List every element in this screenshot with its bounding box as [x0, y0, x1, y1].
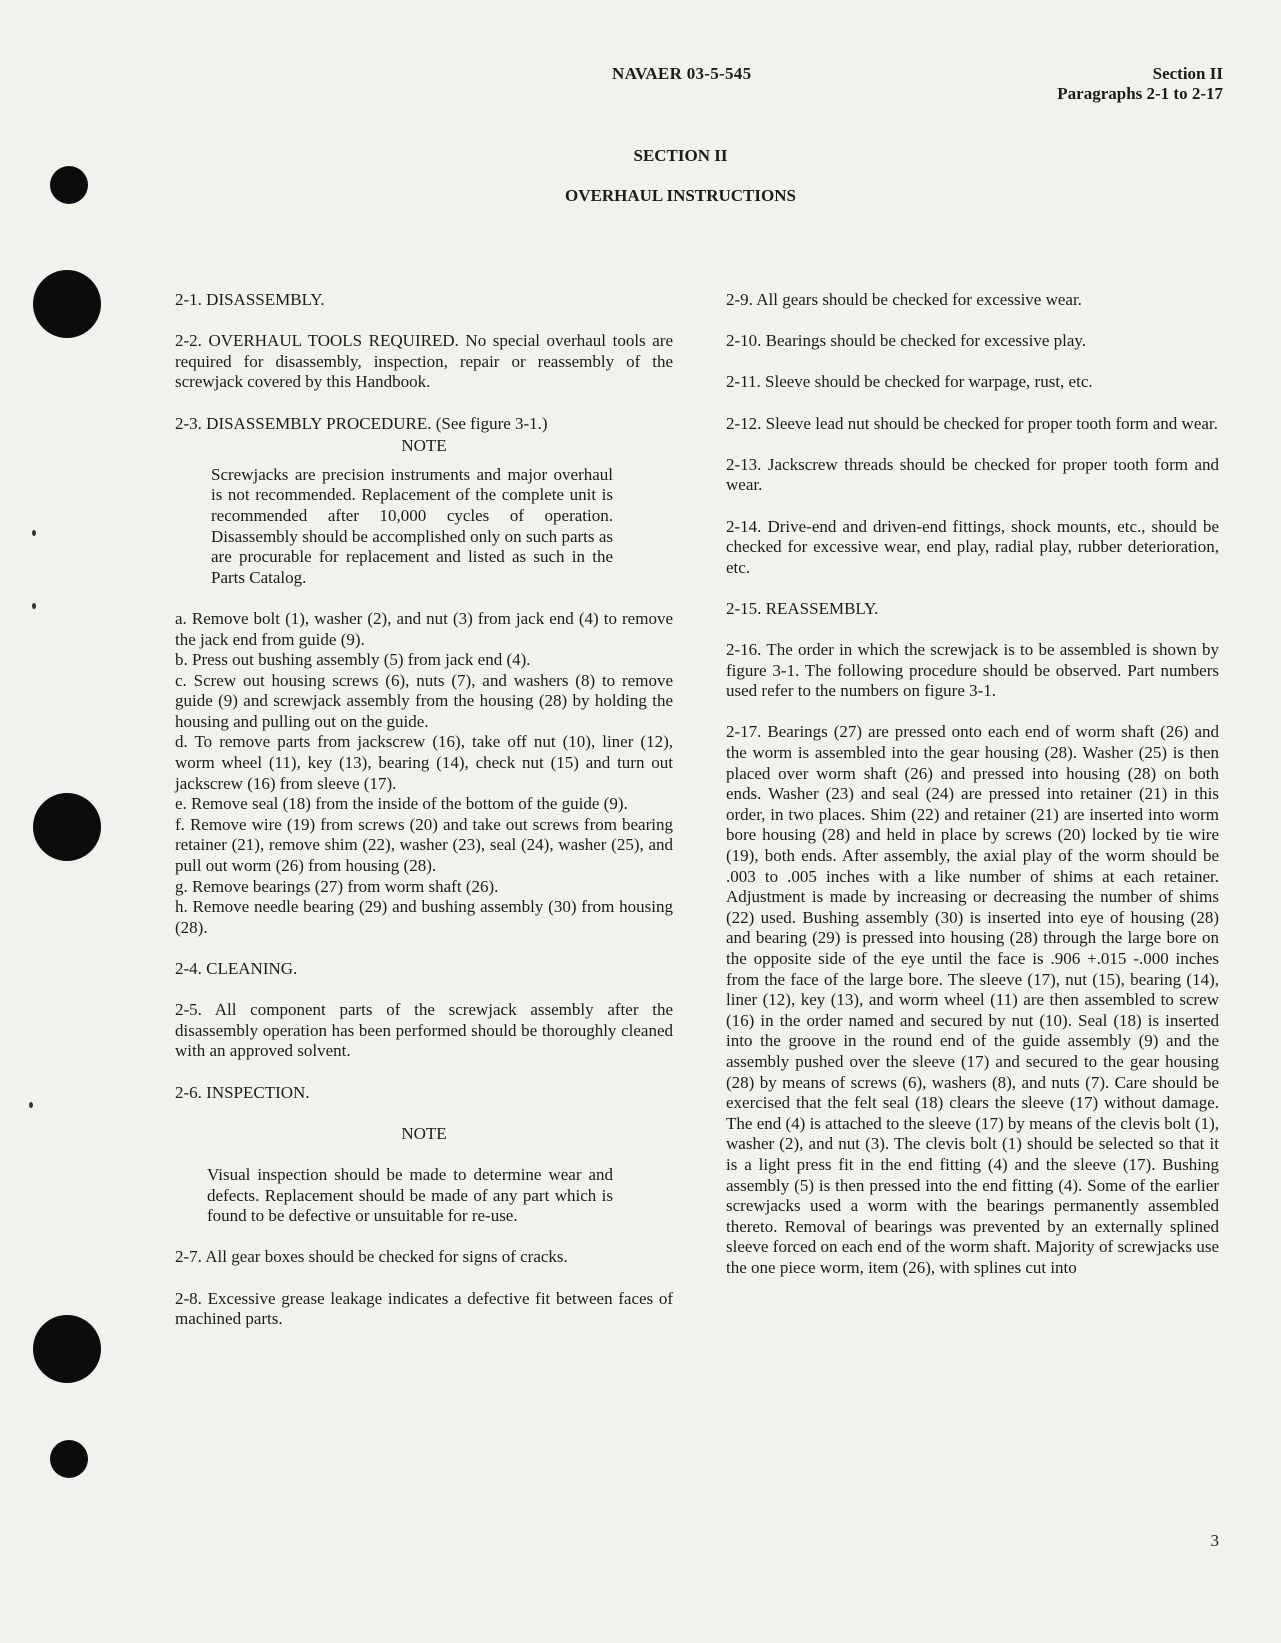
- step-b: b. Press out bushing assembly (5) from jack end (4).: [175, 650, 531, 670]
- scan-mark: [32, 603, 36, 609]
- note-title: NOTE: [401, 436, 447, 456]
- note-body: Visual inspection should be made to determine wear and defects. Replacement should be made of any part which is found to be defective or unsuitable for re-use.: [207, 1164, 613, 1226]
- heading-cleaning: 2-4. CLEANING.: [175, 959, 298, 978]
- step-g: g. Remove bearings (27) from worm shaft (26).: [175, 876, 499, 896]
- step-f: f. Remove wire (19) from screws (20) and take out screws from bearing retainer (21), remove shim (22), washer (23), seal (24), washer (25), and pull out worm (26) from housing (28).: [175, 814, 673, 876]
- paragraph-2-3: 2-3. DISASSEMBLY PROCEDURE. (See figure 3-1.): [175, 413, 548, 433]
- paragraph-2-11: 2-11. Sleeve should be checked for warpage, rust, etc.: [726, 372, 1093, 392]
- paragraph-2-12: 2-12. Sleeve lead nut should be checked for proper tooth form and wear.: [726, 413, 1218, 433]
- scan-mark: [29, 1102, 33, 1108]
- paragraph-2-16: 2-16. The order in which the screwjack is to be assembled is shown by figure 3-1. The following procedure should be observed. Part numbers used refer to the numbers on figure 3-1.: [726, 640, 1219, 701]
- binder-hole: [33, 270, 101, 338]
- paragraph-2-7: 2-7. All gear boxes should be checked for signs of cracks.: [175, 1247, 568, 1267]
- section-title: SECTION II: [633, 146, 728, 165]
- scan-mark: [32, 530, 36, 536]
- paragraph-2-10: 2-10. Bearings should be checked for excessive play.: [726, 331, 1087, 351]
- paragraph-2-9: 2-9. All gears should be checked for excessive wear.: [726, 290, 1082, 309]
- paragraph-2-14: 2-14. Drive-end and driven-end fittings, shock mounts, etc., should be checked for excessive wear, end play, radial play, rubber deterioration, etc.: [726, 516, 1219, 577]
- note-title: NOTE: [401, 1123, 447, 1143]
- paragraph-2-13: 2-13. Jackscrew threads should be checked for proper tooth form and wear.: [726, 454, 1219, 495]
- right-column: [726, 290, 1219, 1279]
- paragraph-2-5: 2-5. All component parts of the screwjack assembly after the disassembly operation has been performed should be thoroughly cleaned with an approved solvent.: [175, 1000, 673, 1061]
- binder-hole: [33, 1315, 101, 1383]
- paragraph-2-8: 2-8. Excessive grease leakage indicates a defective fit between faces of machined parts.: [175, 1288, 673, 1329]
- left-column: [175, 290, 673, 1330]
- step-d: d. To remove parts from jackscrew (16), take off nut (10), liner (12), worm wheel (11), key (13), bearing (14), check nut (15) and turn out jackscrew (16) from sleeve (17).: [175, 732, 673, 793]
- note-body: Screwjacks are precision instruments and major overhaul is not recommended. Replacement of the complete unit is recommended after 10,000 cycles of operation. Disassembly should be accomplished only on such parts as are procurable for replacement and listed as such in the Parts Catalog.: [211, 464, 613, 587]
- page-number: 3: [1210, 1531, 1219, 1550]
- section-label: Section II: [1152, 64, 1223, 83]
- step-h: h. Remove needle bearing (29) and bushing assembly (30) from housing (28).: [175, 897, 673, 937]
- binder-hole: [33, 793, 101, 861]
- heading-inspection: 2-6. INSPECTION.: [175, 1082, 310, 1102]
- paragraph-2-2: 2-2. OVERHAUL TOOLS REQUIRED. No special overhaul tools are required for disassembly, inspection, repair or reassembly of the screwjack covered by this Handbook.: [175, 331, 673, 392]
- step-c: c. Screw out housing screws (6), nuts (7), and washers (8) to remove guide (9) and screwjack assembly from the housing (28) by holding the housing and pulling out on the guide.: [175, 670, 673, 731]
- step-a: a. Remove bolt (1), washer (2), and nut (3) from jack end (4) to remove the jack end from guide (9).: [175, 608, 673, 649]
- heading-disassembly: 2-1. DISASSEMBLY.: [175, 290, 325, 309]
- section-subtitle: OVERHAUL INSTRUCTIONS: [565, 186, 796, 205]
- heading-reassembly: 2-15. REASSEMBLY.: [726, 598, 879, 618]
- paragraph-2-17: 2-17. Bearings (27) are pressed onto each end of worm shaft (26) and the worm is assembled into the gear housing (28). Washer (25) is then placed over worm shaft (26) and pressed into housing (28) on both ends. Washer (23) and seal (24) are pressed into retainer (21) in this order, in two places. Shim (22) and retainer (21) are inserted into worm bore housing (28) and held in place by screws (20) locked by tie wire (19), both ends. After assembly, the axial play of the worm should be .003 to .005 inches with a like number of shims at each retainer. Adjustment is made by increasing or decreasing the number of shims (22) used. Bushing assembly (30) is inserted into eye of housing (28) and bearing (29) is pressed into housing (28) through the large bore on the opposite side of the eye until the face is .906 +.015 -.000 inches from the face of the large bore. The sleeve (17), nut (15), bearing (14), liner (12), key (13), and worm wheel (11) are then assembled to screw (16) in the order named and secured by nut (10). Seal (18) is inserted into the groove in the round end of the guide assembly (9) and the assembly pushed over the sleeve (17) and secured to the gear housing (28) by means of screws (6), washers (8), and nuts (7). Care should be exercised that the felt seal (18) clears the sleeve (17) without damage. The end (4) is attached to the sleeve (17) by means of the clevis bolt (1), washer (2), and nut (3). The clevis bolt (1) should be selected so that it is a light press fit in the end fitting (4) and the sleeve (17). Bushing assembly (5) is then pressed into the end fitting (4). Some of the earlier screwjacks used a worm with the bearings permanently assembled thereto. Removal of bearings was prevented by an externally splined sleeve forced on each end of the worm shaft. Majority of screwjacks use the one piece worm, item (26), with splines cut into: [726, 722, 1219, 1277]
- document-number: NAVAER 03-5-545: [612, 64, 752, 83]
- binder-hole: [50, 1440, 88, 1478]
- step-e: e. Remove seal (18) from the inside of the bottom of the guide (9).: [175, 794, 628, 814]
- paragraph-range: Paragraphs 2-1 to 2-17: [1057, 84, 1223, 103]
- header-right: [1057, 64, 1223, 104]
